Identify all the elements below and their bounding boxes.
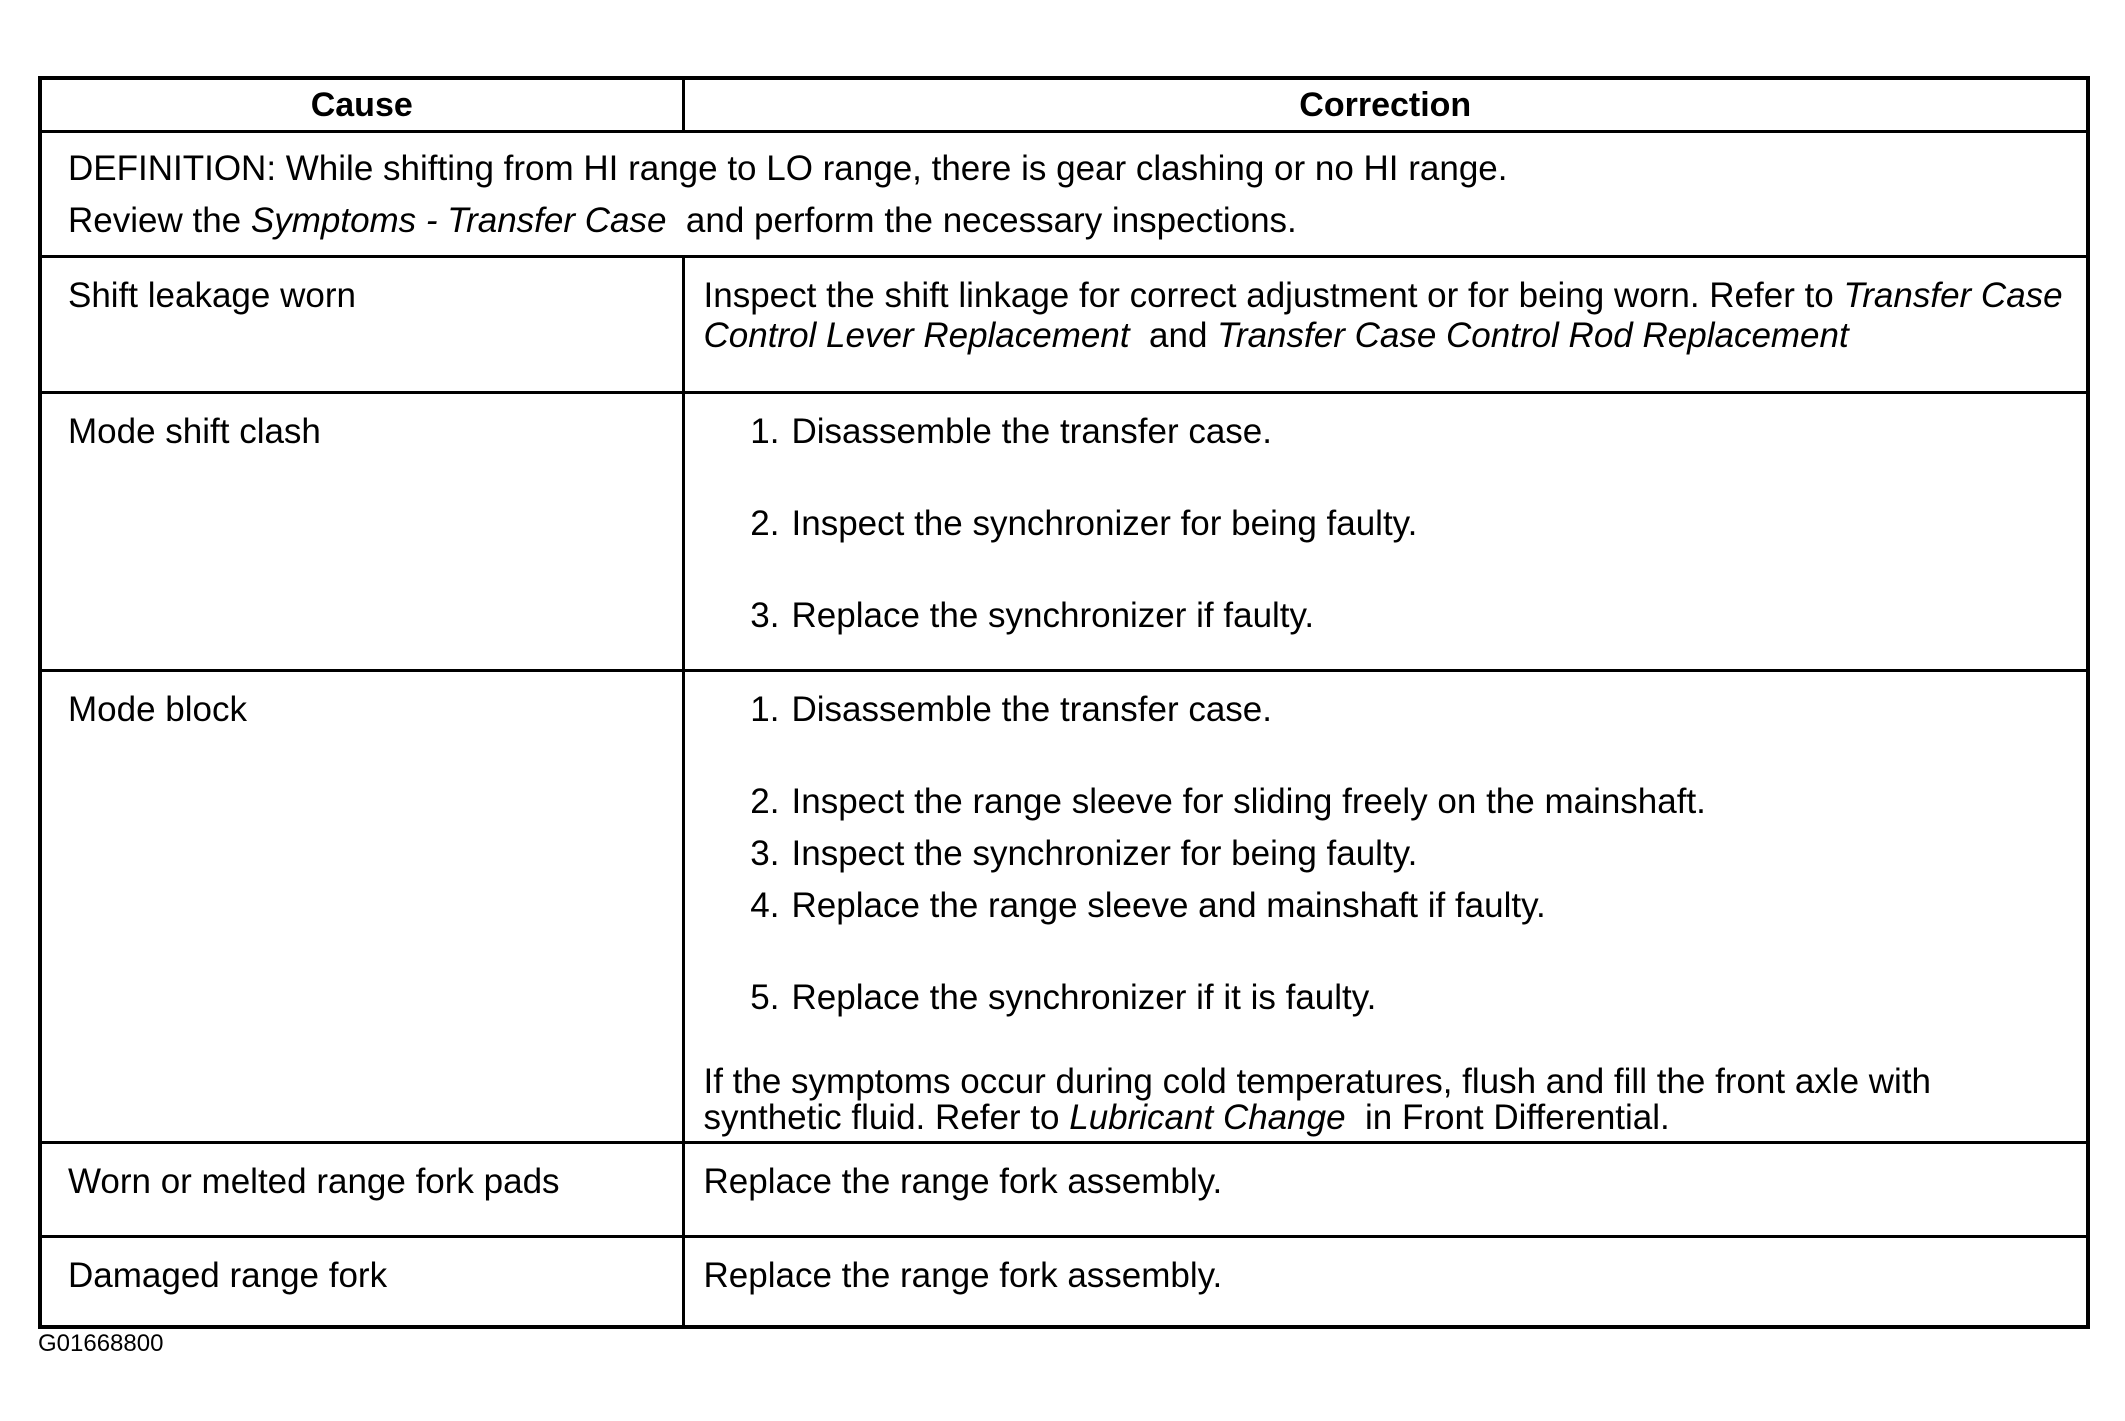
steps-list — [704, 412, 2067, 636]
definition-cell — [40, 132, 2088, 257]
symptoms-reference: Symptoms - Transfer Case — [250, 201, 667, 240]
rod-replacement-reference: Transfer Case Control Rod Replacement — [1217, 316, 1849, 355]
correction-cell: Replace the range fork assembly. — [683, 1237, 2088, 1327]
cold-temperature-note: If the symptoms occur during cold temperatures, flush and fill the front axle with synthetic fluid. Refer to Lubricant Change in Front Differential. — [703, 1062, 1932, 1137]
table-row — [40, 671, 2088, 1143]
definition-row — [40, 132, 2088, 257]
list-item: 2. Inspect the range sleeve for sliding freely on the mainshaft. — [750, 782, 1706, 821]
list-item: 1. Disassemble the transfer case. — [750, 690, 1272, 729]
cause-cell: Damaged range fork — [40, 1237, 683, 1327]
cause-header: Cause — [40, 78, 683, 132]
table-row — [40, 1237, 2088, 1327]
cause-cell: Worn or melted range fork pads — [40, 1143, 683, 1237]
list-item: 4. Replace the range sleeve and mainshaft if faulty. — [750, 886, 1546, 925]
cause-cell: Mode block — [40, 671, 683, 1143]
correction-header: Correction — [683, 78, 2088, 132]
table-row — [40, 257, 2088, 393]
lever-replacement-reference: Transfer Case Control Lever Replacement — [703, 276, 2063, 355]
list-item: 2. Inspect the synchronizer for being faulty. — [750, 504, 1418, 543]
table-row — [40, 1143, 2088, 1237]
review-text: Review the Symptoms - Transfer Case and perform the necessary inspections. — [68, 201, 1297, 240]
table-header-row — [40, 78, 2088, 132]
figure-code: G01668800 — [38, 1330, 164, 1357]
cause-cell: Shift leakage worn — [40, 257, 683, 393]
list-item: 1. Disassemble the transfer case. — [750, 412, 1272, 451]
definition-text: DEFINITION: While shifting from HI range to LO range, there is gear clashing or no HI range. — [68, 149, 1508, 188]
correction-cell: Inspect the shift linkage for correct adjustment or for being worn. Refer to Transfer Case Control Lever Replacement and Transfer Case Control Rod Replacement — [683, 257, 2088, 393]
list-item: 5. Replace the synchronizer if it is faulty. — [750, 978, 1377, 1017]
correction-cell: Replace the range fork assembly. — [683, 1143, 2088, 1237]
list-item: 3. Inspect the synchronizer for being faulty. — [750, 834, 1418, 873]
list-item: 3. Replace the synchronizer if faulty. — [750, 596, 1315, 635]
diagnostic-table — [38, 76, 2090, 1329]
correction-cell — [683, 393, 2088, 671]
lubricant-change-reference: Lubricant Change — [1069, 1098, 1346, 1137]
cause-cell: Mode shift clash — [40, 393, 683, 671]
correction-cell — [683, 671, 2088, 1143]
steps-list — [704, 690, 2067, 1018]
table-row — [40, 393, 2088, 671]
